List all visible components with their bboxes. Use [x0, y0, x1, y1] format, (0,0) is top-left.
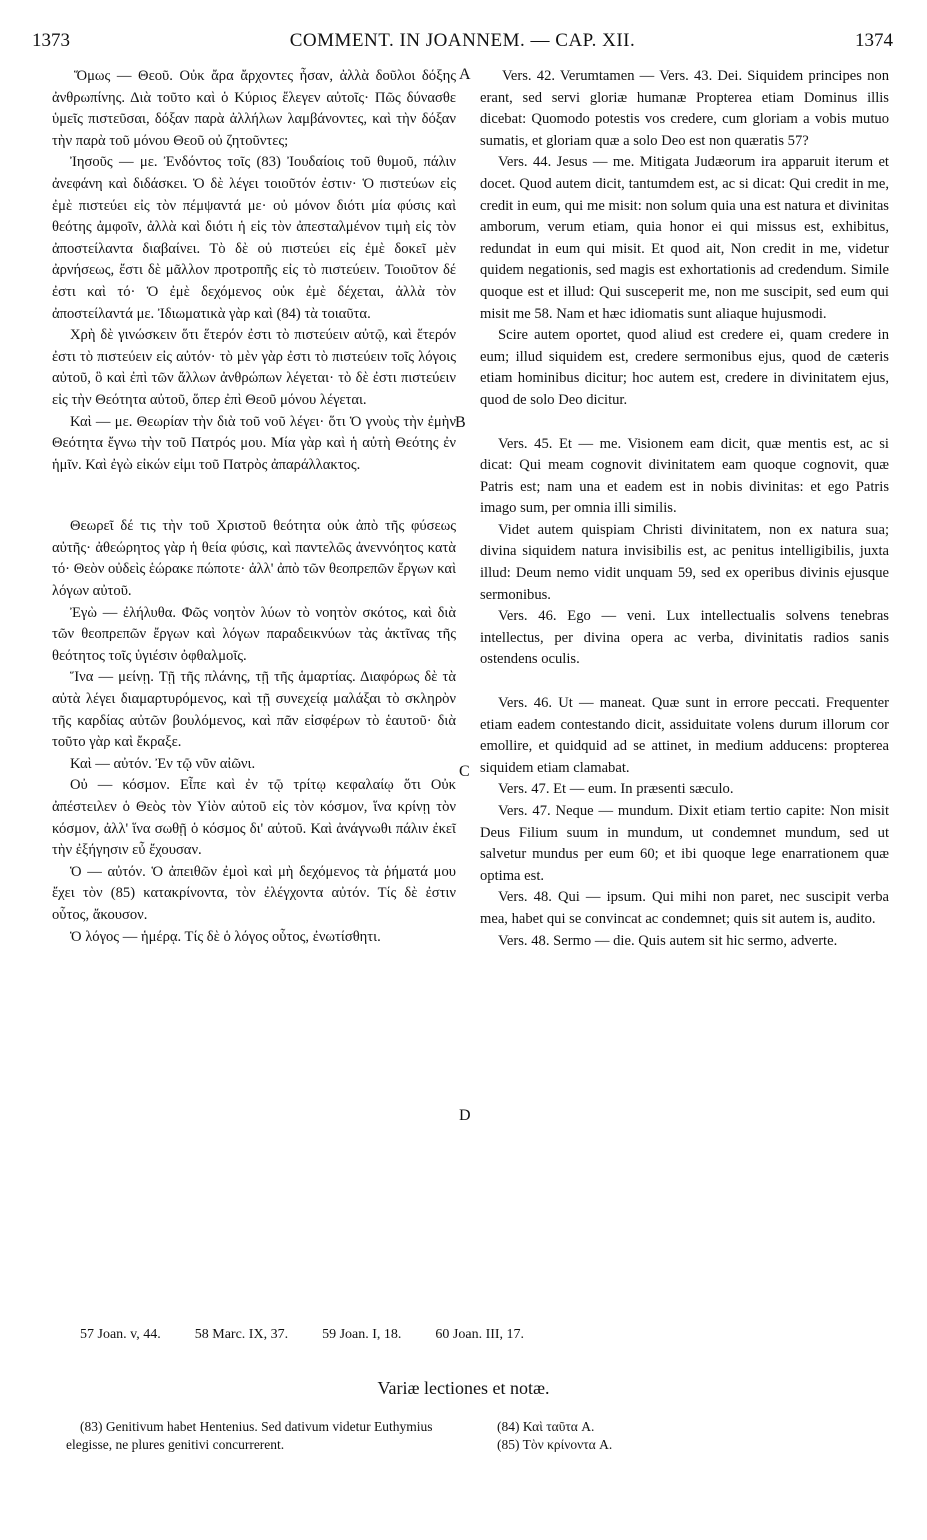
greek-paragraph: Ἰησοῦς — με. Ἐνδόντος τοῖς (83) Ἰουδαίοις τοῦ θυμοῦ, πάλιν ἀνεφάνη καὶ διδάσκει. Ὁ δὲ λέγει τοιοῦτόν ἐστιν· Ὁ πιστεύων εἰς ἐμὲ πιστεύει εἰς τὸν πέμψαντά με· οὐ μόνον διότι μία φύσις καὶ θεότης ἀμφοῖν, ἀλλὰ καὶ διότι ἡ εἰς τὸν ἀπεσταλμένον τιμὴ εἰς τὸν ἀποστείλαντα διαβαίνει. Τὸ δὲ οὐ πιστεύει εἰς ἐμὲ δοκεῖ μὲν ἀρνήσεως, ἔστι δὲ μᾶλλον προτροπῆς εἰς τὸ πιστεύειν. Τοιοῦτον δέ ἐστι καὶ τό· Ὁ ἐμὲ δεχόμενος οὐκ ἐμὲ δέχεται, ἀλλὰ τὸν ἀποστείλαντά με. Ἰδιωματικὰ γὰρ καὶ (84) τὰ τοιαῦτα. [52, 154, 456, 322]
variant-notes-left [66, 1418, 476, 1454]
greek-paragraph: Ἵνα — μείνῃ. Τῇ τῆς πλάνης, τῇ τῆς ἁμαρτίας. Διαφόρως δὲ τὰ αὐτὰ λέγει διαμαρτυρόμενος, καὶ τῇ συνεχείᾳ μαλάξαι τὸ σκληρὸν τῆς καρδίας αὐτῶν βουλόμενος, καὶ πᾶν εἰσφέρων τὸ ἑαυτοῦ· διὰ τοῦτο γὰρ καὶ ἔκραξε. [52, 669, 456, 751]
variant-notes-right [497, 1418, 857, 1454]
latin-paragraph: Vers. 45. Et — me. Visionem eam dicit, quæ mentis est, ac si dicat: Qui meam cognovit divinitatem eam quoque cognovit, quæ Patris est; nam una et eadem est in nobis divinitas: et ego Patris imago sum, per omnia illi similis. [480, 435, 889, 517]
latin-paragraph: Vers. 47. Et — eum. In præsenti sæculo. [498, 781, 734, 798]
footnote: 59 Joan. I, 18. [322, 1327, 402, 1342]
latin-paragraph: Vers. 47. Neque — mundum. Dixit etiam tertio capite: Non misit Deus Filium suum in mundum, ut condemnet mundum, sed ut salvetur mundus per eum 60; et ibi quoque lege enarrationem quæ optima est. [480, 803, 889, 884]
margin-letter-c: C [459, 763, 470, 780]
variant-note: (85) Τὸν κρίνοντα A. [497, 1437, 613, 1452]
greek-paragraph: Ὅμως — Θεοῦ. Οὐκ ἄρα ἄρχοντες ἦσαν, ἀλλὰ δοῦλοι δόξης ἀνθρωπίνης. Διὰ τοῦτο καὶ ὁ Κύριος ἔλεγεν αὐτοῖς· Πῶς δύνασθε ὑμεῖς πιστεῦσαι, δόξαν παρὰ ἀλλήλων λαμβάνοντες, καὶ τὴν δόξαν τὴν παρὰ τοῦ μόνου Θεοῦ οὐ ζητοῦντες; [52, 68, 456, 149]
page-number-left: 1373 [32, 30, 70, 51]
greek-paragraph: Θεωρεῖ δέ τις τὴν τοῦ Χριστοῦ θεότητα οὐκ ἀπὸ τῆς φύσεως αὐτῆς· ἀθεώρητος γὰρ ἡ θεία φύσις, καὶ παντελῶς ἀνεννόητος κατὰ τό· Θεὸν οὐδεὶς ἑώρακε πώποτε· ἀλλ' ἀπὸ τῶν θεοπρεπῶν ἔργων καὶ λόγων αὐτοῦ. [52, 518, 456, 600]
footnotes [80, 1327, 867, 1343]
latin-paragraph: Vers. 46. Ego — veni. Lux intellectualis solvens tenebras intellectus, per divina opera ac verba, divinitatis radios sanis ostendens oculis. [480, 608, 889, 668]
variant-note: (83) Genitivum habet Hentenius. Sed dativum videtur Euthymius elegisse, ne plures genitivi concurrerent. [66, 1419, 433, 1452]
footnote: 58 Marc. IX, 37. [194, 1327, 289, 1342]
greek-paragraph: Ὁ λόγος — ἡμέρᾳ. Τίς δὲ ὁ λόγος οὗτος, ἐνωτίσθητι. [70, 928, 381, 945]
latin-paragraph: Scire autem oportet, quod aliud est credere ei, quam credere in eum; illud siquidem est, credere sermonibus ejus, quod de cæteris etiam hominibus dicitur; hoc autem est, credere in divinitatem ejus, quod de solo Deo dicitur. [480, 327, 889, 408]
margin-letter-d: D [459, 1107, 471, 1124]
greek-paragraph: Ὁ — αὐτόν. Ὁ ἀπειθῶν ἐμοὶ καὶ μὴ δεχόμενος τὰ ῥήματά μου ἔχει τὸν (85) κατακρίνοντα, τὸν ἐλέγχοντα αὐτόν. Τίς δὲ ἐστιν οὗτος, ἄκουσον. [52, 863, 456, 923]
footnote: 57 Joan. v, 44. [80, 1327, 161, 1342]
footnote: 60 Joan. III, 17. [435, 1327, 525, 1342]
latin-paragraph: Vers. 42. Verumtamen — Vers. 43. Dei. Siquidem principes non erant, sed servi gloriæ humanæ Propterea etiam Dominus illis dicebat: Quomodo potestis vos credere, cum gloriam a vobis mutuo sumatis, et gloriam quæ a solo Deo est non quæratis 57? [480, 68, 889, 149]
variant-note: (84) Καὶ ταῦτα A. [497, 1419, 595, 1434]
latin-column [480, 66, 889, 952]
greek-paragraph: Ἐγὼ — ἐλήλυθα. Φῶς νοητὸν λύων τὸ νοητὸν σκότος, καὶ διὰ τῶν θεοπρεπῶν ἔργων καὶ λόγων παραδεικνύων τὰς ἀκτῖνας τῆς θεότητος τοῖς ὑγιέσιν ὀφθαλμοῖς. [52, 604, 456, 664]
latin-paragraph: Vers. 44. Jesus — me. Mitigata Judæorum ira apparuit iterum et docet. Quod autem dicit, tantumdem est, ac si dicat: Qui credit in me, credit in eum, qui me misit: non solum quia una est natura et divinitas amborum, verum etiam, quia honor ei qui missus est, exhibitus, redundat in eum qui misit. Et quod ait, Non credit in me, videtur quidem negationis, sed magis est exhortationis ad credendum. Simile quoque est et illud: Qui susceperit me, non me suscipit, sed eum qui misit me 58. Nam et hæc idiomatis sunt aliaque hujusmodi. [480, 154, 889, 322]
greek-paragraph: Καὶ — με. Θεωρίαν τὴν διὰ τοῦ νοῦ λέγει· ὅτι Ὁ γνοὺς τὴν ἐμὴν Θεότητα ἔγνω τὴν τοῦ Πατρός μου. Μία γὰρ καὶ ἡ αὐτὴ Θεότης ἐν ἡμῖν. Καὶ ἐγὼ εἰκών εἰμι τοῦ Πατρὸς ἀπαράλλακτος. [52, 413, 456, 473]
latin-paragraph: Vers. 46. Ut — maneat. Quæ sunt in errore peccati. Frequenter etiam eadem contestando dicit, assiduitate volens durum illorum cor emollire, et quidquid ad se attinet, in medium adducens: propterea siquidem etiam clamabat. [480, 695, 889, 776]
page-number-right: 1374 [855, 30, 893, 51]
greek-paragraph: Χρὴ δὲ γινώσκειν ὅτι ἕτερόν ἐστι τὸ πιστεύειν αὐτῷ, καὶ ἕτερόν ἐστι τὸ πιστεύειν εἰς αὐτόν· τὸ μὲν γὰρ ἐστι τὸ πιστεύειν τοῖς λόγοις αὐτοῦ, ὃ καὶ ἐπὶ τῶν ἄλλων ἀνθρώπων λέγεται· τὸ δὲ ἐστι πιστεύειν εἰς τὴν Θεότητα αὐτοῦ, ὅπερ ἐπὶ Θεοῦ μόνου λέγεται. [52, 327, 456, 408]
margin-letter-b: B [455, 414, 466, 431]
latin-paragraph: Vers. 48. Qui — ipsum. Qui mihi non paret, nec suscipit verba mea, habet qui se convincat ac condemnet; quis sit autem is, audito. [480, 889, 889, 927]
running-title: COMMENT. IN JOANNEM. — CAP. XII. [289, 30, 636, 51]
margin-letter-a: A [459, 66, 471, 83]
latin-paragraph: Vers. 48. Sermo — die. Quis autem sit hic sermo, adverte. [498, 932, 838, 949]
greek-column [52, 66, 456, 948]
page-header [32, 30, 893, 56]
variae-lectiones-title: Variæ lectiones et notæ. [377, 1378, 550, 1398]
greek-paragraph: Οὐ — κόσμον. Εἶπε καὶ ἐν τῷ τρίτῳ κεφαλαίῳ ὅτι Οὐκ ἀπέστειλεν ὁ Θεὸς τὸν Υἱὸν αὐτοῦ εἰς τὸν κόσμον, ἵνα κρίνῃ τὸν κόσμον, ἀλλ' ἵνα σωθῇ ὁ κόσμος δι' αὐτοῦ. Καὶ ἀνάγνωθι πάλιν ἐκεῖ τὴν ἐξήγησιν εὖ ἔχουσαν. [52, 777, 456, 859]
latin-paragraph: Videt autem quispiam Christi divinitatem, non ex natura sua; divina siquidem natura invisibilis est, ac penitus intelligibilis, juxta illud: Deum nemo vidit unquam 59, sed ex operibus divinis ejusque sermonibus. [480, 521, 889, 603]
greek-paragraph: Καὶ — αὐτόν. Ἐν τῷ νῦν αἰῶνι. [70, 755, 256, 772]
